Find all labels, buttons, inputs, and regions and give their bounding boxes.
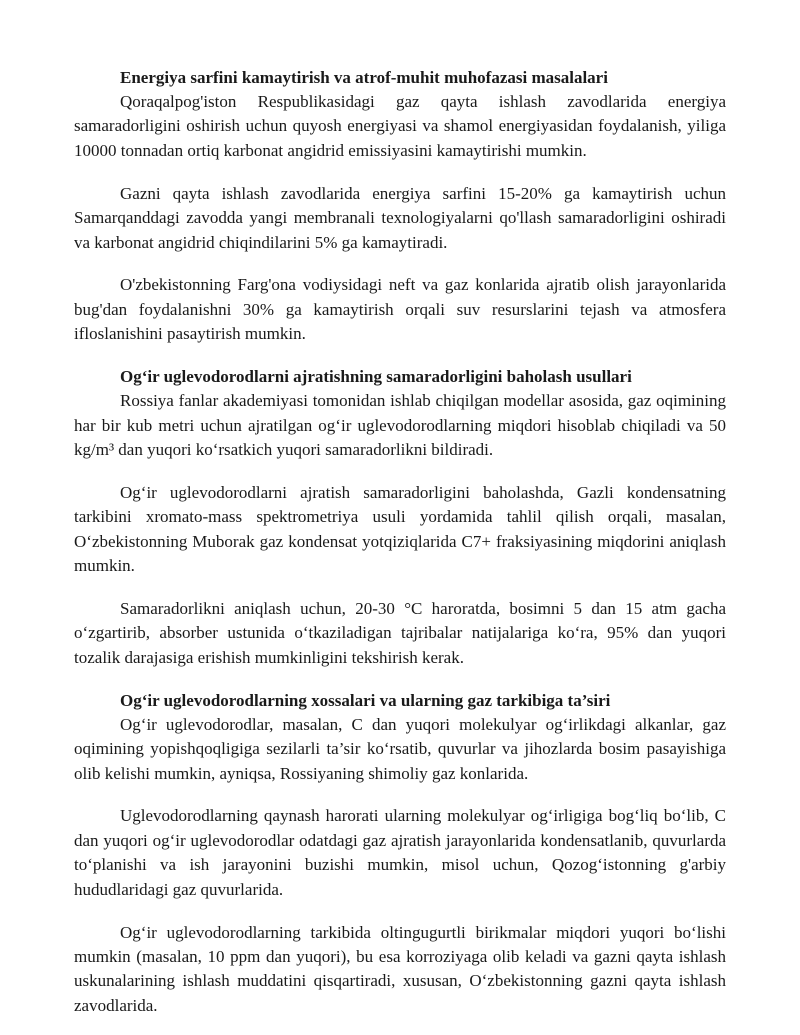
section-heading: Energiya sarfini kamaytirish va atrof-muhit muhofazasi masalalari — [120, 68, 608, 87]
paragraph: Uglevodorodlarning qaynash harorati ularning molekulyar og‘irligiga bog‘liq bo‘lib, C dan yuqori og‘ir uglevodorodlar odatdagi gaz ajratish jarayonlarida kondensatlanib, quvurlarda to‘planishi va ish jarayonini buzishi mumkin, misol uchun, Qozog‘istonning g'arbiy hududlaridagi gaz quvurlarida. — [74, 806, 726, 899]
paragraph: Gazni qayta ishlash zavodlarida energiya sarfini 15-20% ga kamaytirish uchun Samarqanddagi zavodda yangi membranali texnologiyalarni qo'llash samaradorligini oshiradi va karbonat angidrid chiqindilarini 5% ga kamaytiradi. — [74, 183, 726, 252]
section-heading: Og‘ir uglevodorodlarni ajratishning samaradorligini baholash usullari — [120, 367, 632, 387]
section-energy — [74, 66, 726, 347]
paragraph: Og‘ir uglevodorodlar, masalan, C dan yuqori molekulyar og‘irlikdagi alkanlar, gaz oqimining yopishqoqligiga sezilarli ta’sir ko‘rsatib, quvurlar va jihozlarda bosim pasayishiga olib kelishi mumkin, ayniqsa, Rossiyaning shimoliy gaz konlarida. — [74, 714, 726, 783]
paragraph: Samaradorlikni aniqlash uchun, 20-30 °C haroratda, bosimni 5 dan 15 atm gacha o‘zgartirib, absorber ustunida o‘tkaziladigan tajribalar natijalariga ko‘ra, 95% dan yuqori tozalik darajasiga erishish mumkinligini tekshirish kerak. — [74, 599, 726, 667]
paragraph: Rossiya fanlar akademiyasi tomonidan ishlab chiqilgan modellar asosida, gaz oqimining har bir kub metri uchun ajratilgan og‘ir uglevodorodlarning miqdori hisoblab chiqiladi va 50 kg/m³ dan yuqori ko‘rsatkich yuqori samaradorlikni bildiradi. — [74, 391, 726, 459]
paragraph: O'zbekistonning Farg'ona vodiysidagi neft va gaz konlarida ajratib olish jarayonlarida bug'dan foydalanishni 30% ga kamaytirish orqali suv resurslarini tejash va atmosfera ifloslanishini pasaytirish mumkin. — [74, 275, 726, 344]
paragraph: Og‘ir uglevodorodlarni ajratish samaradorligini baholashda, Gazli kondensatning tarkibini xromato-mass spektrometriya usuli yordamida tahlil qilish orqali, masalan, O‘zbekistonning Muborak gaz kondensat yotqiziqlarida C7+ fraksiyasining miqdorini aniqlash mumkin. — [74, 482, 726, 576]
document-page — [74, 66, 726, 1018]
paragraph: Og‘ir uglevodorodlarning tarkibida oltingugurtli birikmalar miqdori yuqori bo‘lishi mumkin (masalan, 10 ppm dan yuqori), bu esa korroziyaga olib keladi va gazni qayta ishlash uskunalarining ishlash muddatini qisqartiradi, xususan, O‘zbekistonning gazni qayta ishlash zavodlarida. — [74, 922, 726, 1015]
paragraph: Qoraqalpog'iston Respublikasidagi gaz qayta ishlash zavodlarida energiya samaradorligini oshirish uchun quyosh energiyasi va shamol energiyasidan foydalanish, yiliga 10000 tonnadan ortiq karbonat angidrid emissiyasini kamaytirishi mumkin. — [74, 92, 726, 160]
section-efficiency — [74, 365, 726, 670]
section-heading: Og‘ir uglevodorodlarning xossalari va ularning gaz tarkibiga ta’siri — [120, 690, 611, 710]
section-properties — [74, 689, 726, 1018]
